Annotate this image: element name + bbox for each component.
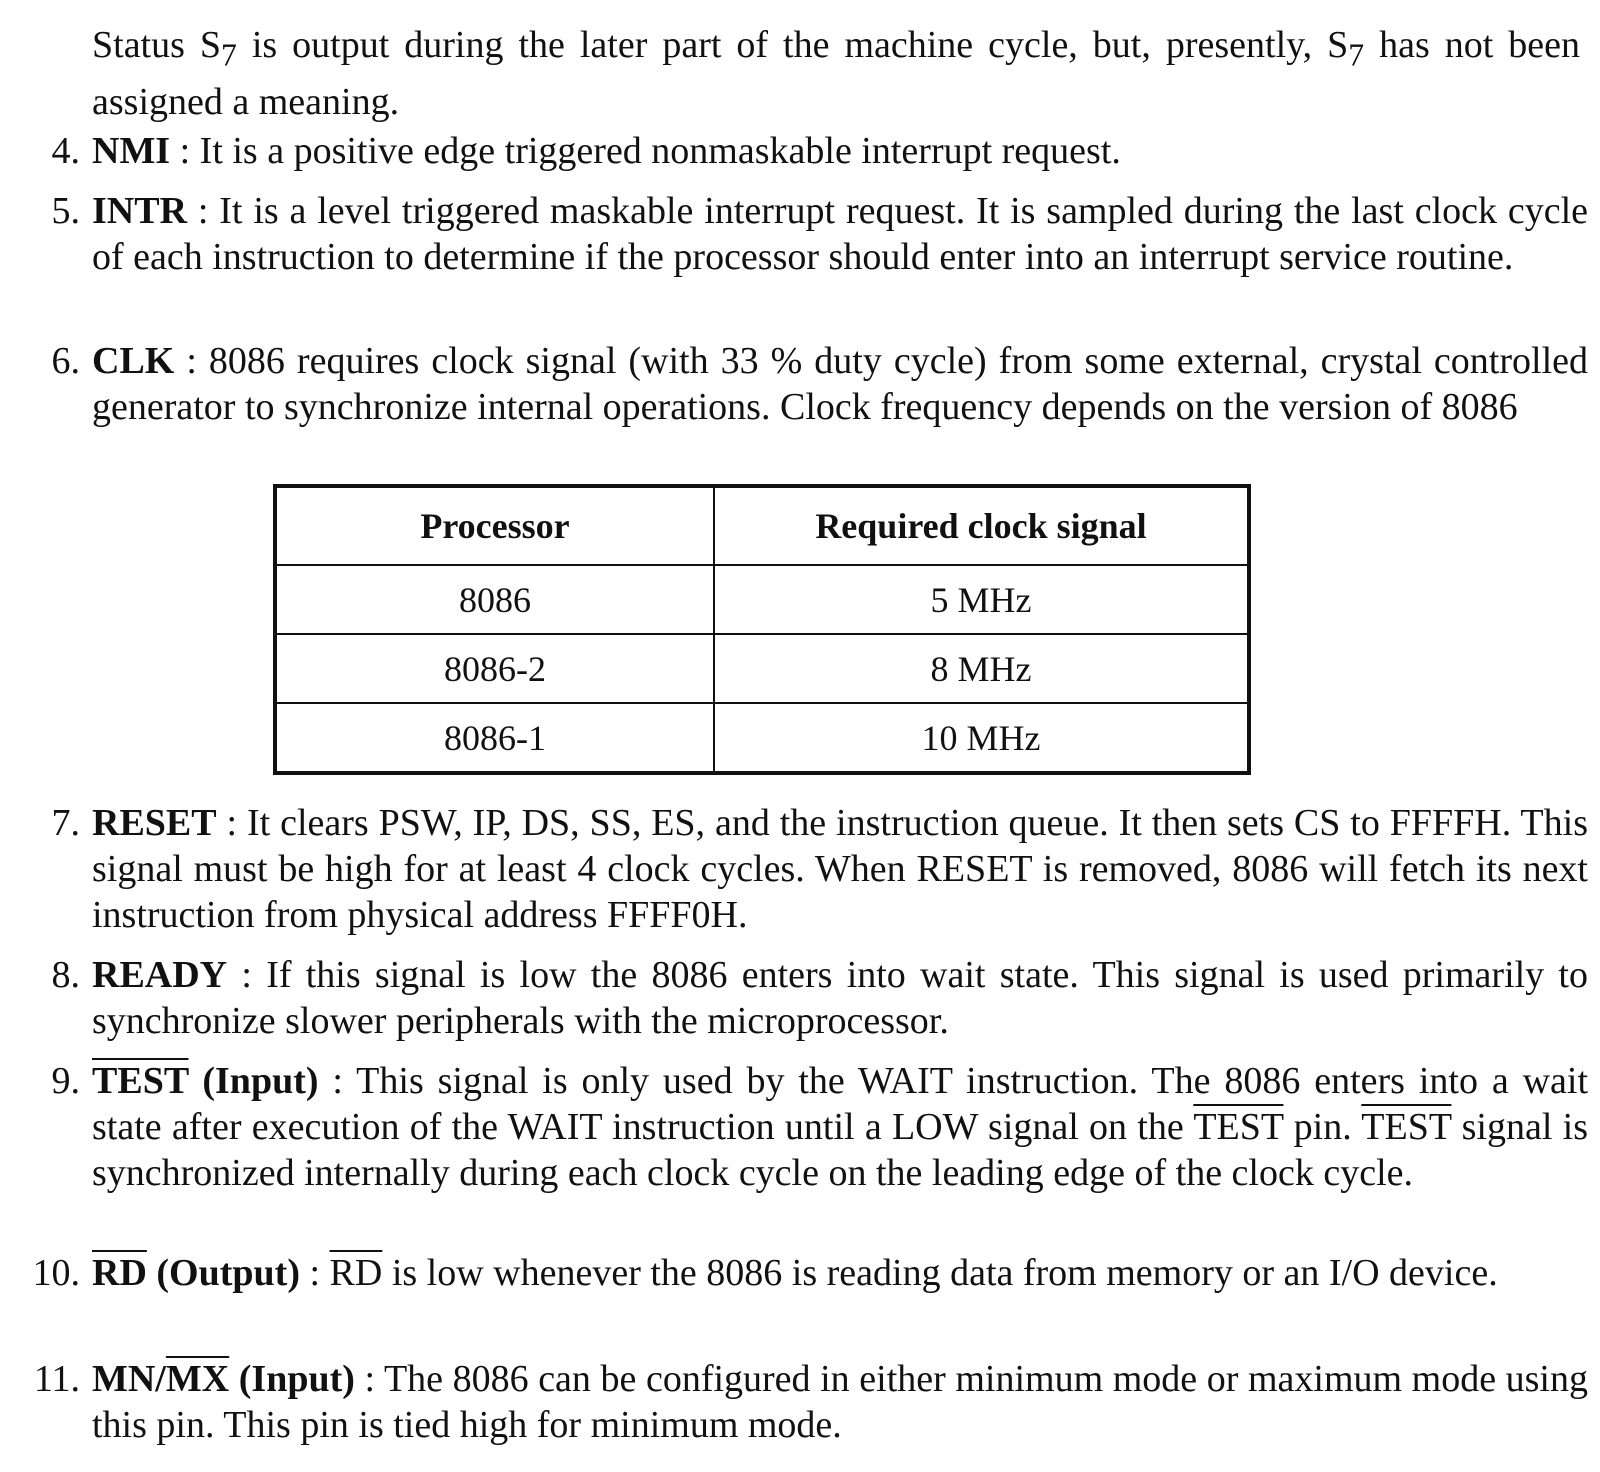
item-text: signal is synchronized internally during each clock cycle on the leading edge of the clock cycle. xyxy=(92,1106,1588,1194)
table-cell: 8086-2 xyxy=(275,634,714,703)
item-number: 5. xyxy=(51,190,80,232)
overlined-signal: TEST xyxy=(1193,1106,1284,1148)
signal-term: CLK xyxy=(92,340,175,382)
item-text: : This signal is only used by the WAIT instruction. The 8086 enters into a wait state after execution of the WAIT instruction until a LOW signal on the xyxy=(92,1060,1589,1148)
table-cell: 8 MHz xyxy=(714,634,1249,703)
item-text: : It clears PSW, IP, DS, SS, ES, and the instruction queue. It then sets CS to FFFFH. This signal must be high for at least 4 clock cycles. When RESET is removed, 8086 will fetch its next instruction from physical address FFFF0H. xyxy=(92,802,1588,936)
item-text: : The 8086 can be configured in either minimum mode or maximum mode using this pin. This pin is tied high for minimum mode. xyxy=(92,1358,1588,1446)
list-item-nmi xyxy=(0,128,1588,174)
item-number: 10. xyxy=(32,1252,80,1294)
item-text: pin. xyxy=(1283,1106,1362,1148)
item-text: : It is a positive edge triggered nonmaskable interrupt request. xyxy=(170,130,1121,172)
item-text: : 8086 requires clock signal (with 33 % duty cycle) from some external, crystal controlled generator to synchronize internal operations. Clock frequency depends on the version of 8086 xyxy=(92,340,1588,428)
intro-text-3: has not been assigned a meaning. xyxy=(92,24,1581,123)
item-number: 8. xyxy=(51,954,80,996)
item-number: 9. xyxy=(51,1060,80,1102)
item-number: 6. xyxy=(51,340,80,382)
item-text: : xyxy=(299,1252,330,1294)
signal-term-overlined: TEST xyxy=(92,1060,189,1102)
table-row xyxy=(275,565,1249,634)
signal-term-overlined: $\overline{RD}$ xyxy=(92,1252,147,1294)
overlined-signal: TEST xyxy=(1361,1106,1452,1148)
signal-term: READY xyxy=(92,954,228,996)
table-cell: 10 MHz xyxy=(714,703,1249,773)
signal-term-suffix: (Input) xyxy=(188,1060,319,1102)
list-item-test xyxy=(0,1058,1588,1196)
table-row xyxy=(275,703,1249,773)
table-cell: 8086-1 xyxy=(275,703,714,773)
status-s7-paragraph xyxy=(92,22,1580,125)
intro-sub-2: 7 xyxy=(1348,37,1365,73)
item-text: is low whenever the 8086 is reading data from memory or an I/O device. xyxy=(382,1252,1498,1294)
table-cell: 8086 xyxy=(275,565,714,634)
table-header-clock: Required clock signal xyxy=(714,486,1249,565)
item-text: : If this signal is low the 8086 enters into wait state. This signal is used primarily to synchronize slower peripherals with the microprocessor. xyxy=(92,954,1588,1042)
table-row xyxy=(275,634,1249,703)
list-item-clk xyxy=(0,338,1588,430)
signal-term: NMI xyxy=(92,130,171,172)
intro-sub-1: 7 xyxy=(221,37,237,73)
list-item-intr xyxy=(0,188,1588,280)
signal-term: MN/ xyxy=(92,1358,166,1400)
signal-term-overlined: $\overline{MX}$ xyxy=(165,1358,230,1400)
item-number: 4. xyxy=(51,130,80,172)
item-number: 11. xyxy=(33,1358,80,1400)
signal-term: RESET xyxy=(92,802,217,844)
table-header-processor: Processor xyxy=(275,486,714,565)
list-item-mnmx xyxy=(0,1356,1588,1448)
item-text: : It is a level triggered maskable interrupt request. It is sampled during the last clock cycle of each instruction to determine if the processor should enter into an interrupt service routine. xyxy=(92,190,1588,278)
signal-term-suffix: (Output) xyxy=(146,1252,300,1294)
clock-frequency-table xyxy=(273,484,1251,775)
list-item-reset xyxy=(0,800,1588,938)
item-number: 7. xyxy=(51,802,80,844)
intro-text-2: is output during the later part of the machine cycle, but, presently, S xyxy=(236,24,1349,66)
table-cell: 5 MHz xyxy=(714,565,1249,634)
overlined-signal: $\overline{RD}$ xyxy=(329,1252,383,1294)
signal-term-suffix: (Input) xyxy=(229,1358,355,1400)
intro-text-1: Status S xyxy=(92,24,222,66)
list-item-rd xyxy=(0,1250,1588,1296)
signal-term: INTR xyxy=(92,190,188,232)
list-item-ready xyxy=(0,952,1588,1044)
table-header-row xyxy=(275,486,1249,565)
